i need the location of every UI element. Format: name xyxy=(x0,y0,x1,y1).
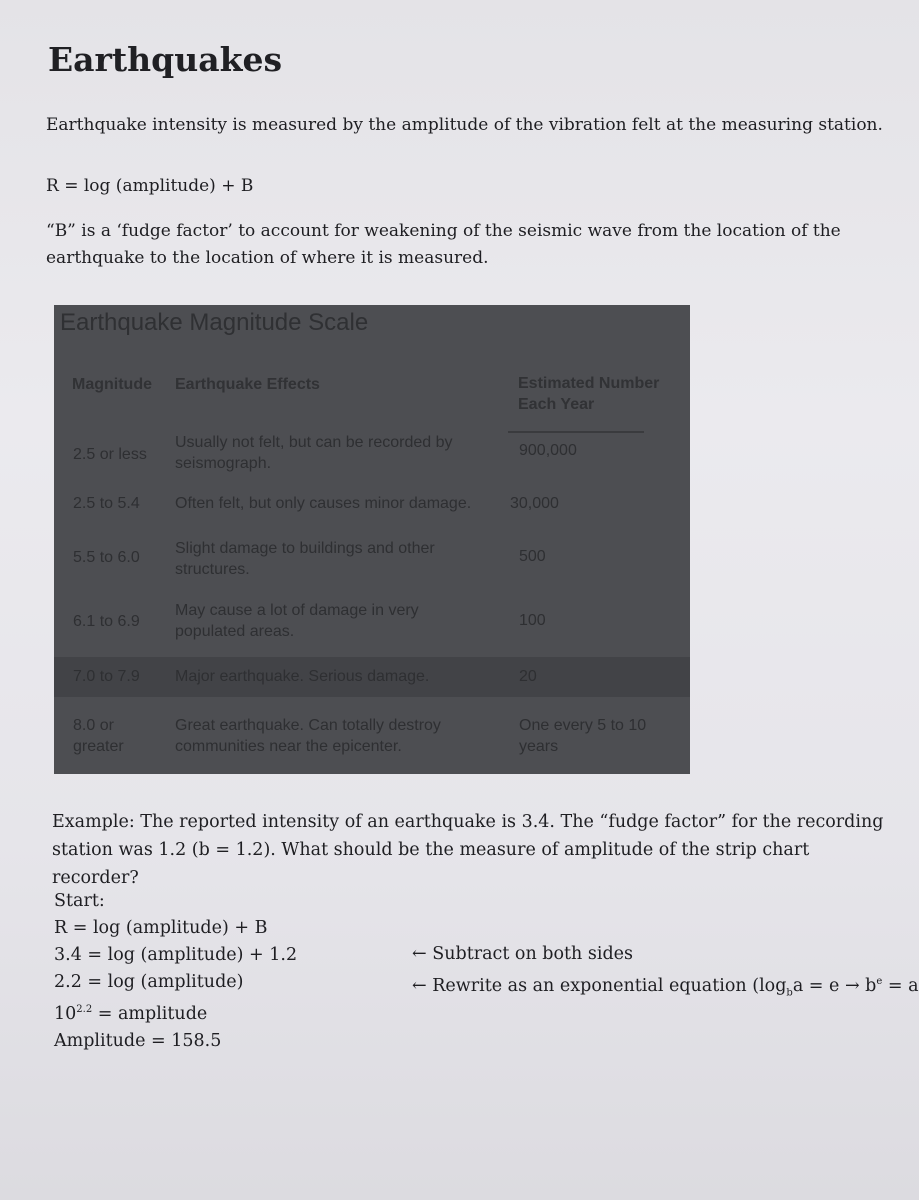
cell-effects: Usually not felt, but can be recorded by seismograph. xyxy=(175,434,453,472)
header-magnitude: Magnitude xyxy=(72,376,152,393)
table-row xyxy=(54,531,690,591)
cell-number: One every 5 to 10 years xyxy=(519,717,647,755)
work-line-3: 2.2 = log (amplitude) xyxy=(54,972,244,992)
cell-number: 900,000 xyxy=(519,442,577,459)
cell-number: 100 xyxy=(519,612,546,629)
table-title: Earthquake Magnitude Scale xyxy=(60,309,369,336)
work-line-4-rest: = amplitude xyxy=(92,1003,208,1024)
step-notes xyxy=(412,941,919,1006)
cell-magnitude: 2.5 to 5.4 xyxy=(73,495,140,512)
cell-effects: Major earthquake. Serious damage. xyxy=(175,668,430,685)
cell-effects: Slight damage to buildings and other structures. xyxy=(175,540,435,578)
header-number: Estimated Number Each Year xyxy=(518,375,660,413)
note-rewrite: ← Rewrite as an exponential equation ($\log_ba = e \to b^e = a$ xyxy=(412,975,919,999)
cell-magnitude: 5.5 to 6.0 xyxy=(73,549,140,566)
cell-effects: May cause a lot of damage in very populated areas. xyxy=(175,602,419,640)
note-subtract: ← Subtract on both sides xyxy=(412,944,634,964)
cell-effects: Great earthquake. Can totally destroy communities near the epicenter. xyxy=(175,717,441,755)
table-row xyxy=(54,657,690,697)
exponent-value: 2.2 xyxy=(76,1004,93,1015)
cell-number: 500 xyxy=(519,548,546,565)
table-row xyxy=(54,428,690,484)
cell-magnitude: 6.1 to 6.9 xyxy=(73,613,140,630)
worked-solution xyxy=(54,888,297,1055)
work-start: Start: xyxy=(54,891,105,911)
cell-number: 20 xyxy=(519,668,537,685)
work-line-5: Amplitude = 158.5 xyxy=(54,1030,222,1051)
work-line-4 xyxy=(54,996,297,1028)
exponent-base: 10 xyxy=(54,1003,77,1024)
work-line-2: 3.4 = log (amplitude) + 1.2 xyxy=(54,945,298,965)
table-row xyxy=(54,593,690,655)
formula: R = log (amplitude) + B xyxy=(46,176,254,196)
table-row xyxy=(54,705,690,774)
table-row xyxy=(54,489,690,531)
cell-number: 30,000 xyxy=(510,495,559,512)
example-paragraph: Example: The reported intensity of an earthquake is 3.4. The “fudge factor” for the recording station was 1.2 (b = 1.2). What should be the measure of amplitude of the strip chart recorder? xyxy=(52,812,884,888)
cell-magnitude: 8.0 or greater xyxy=(73,717,124,755)
magnitude-scale-table xyxy=(54,305,690,774)
intro-paragraph: Earthquake intensity is measured by the amplitude of the vibration felt at the measuring station. xyxy=(46,115,883,135)
cell-magnitude: 7.0 to 7.9 xyxy=(73,668,140,685)
cell-magnitude: 2.5 or less xyxy=(73,446,147,463)
work-line-1: R = log (amplitude) + B xyxy=(54,918,268,938)
cell-effects: Often felt, but only causes minor damage. xyxy=(175,495,472,512)
header-effects: Earthquake Effects xyxy=(175,376,320,393)
page-title: Earthquakes xyxy=(48,40,283,79)
fudge-factor-paragraph: “B” is a ‘fudge factor’ to account for weakening of the seismic wave from the location of the earthquake to the location of where it is measured. xyxy=(46,221,841,268)
